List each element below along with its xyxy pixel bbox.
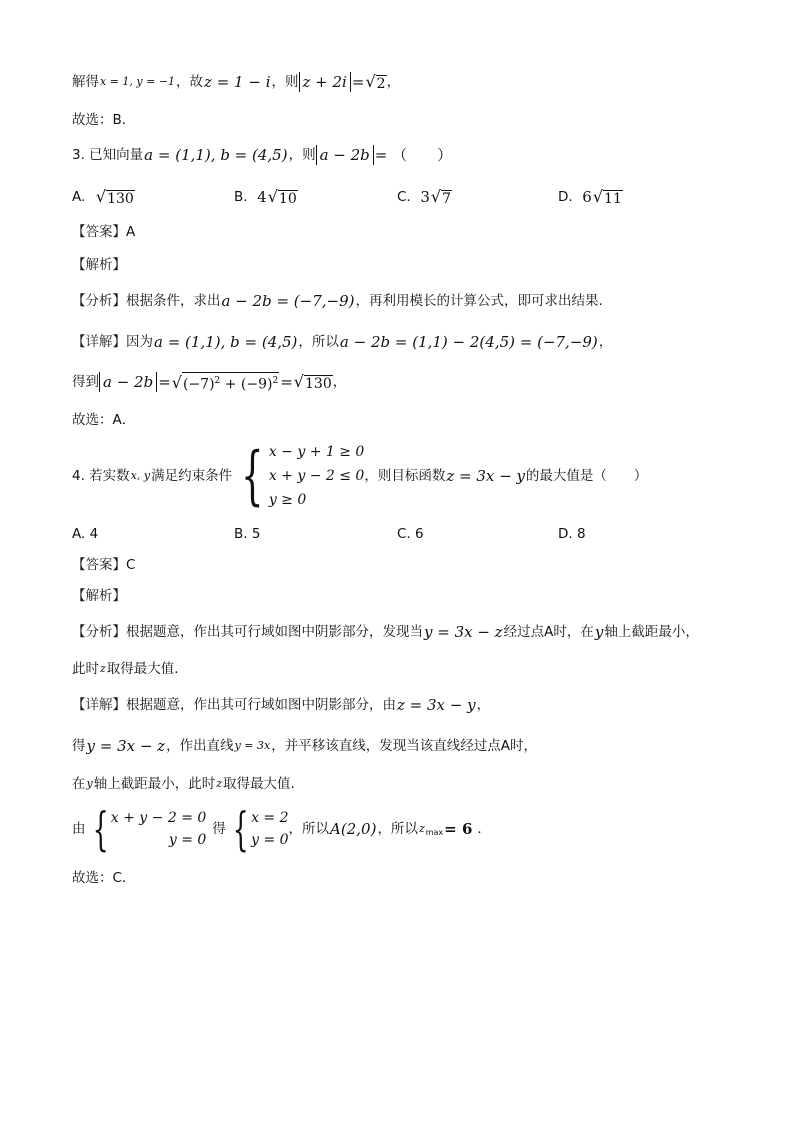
text: 取得最大值. [223, 776, 295, 792]
text: 在 [72, 776, 86, 792]
radical-icon: √ [592, 187, 604, 206]
answer-value: C [126, 557, 136, 573]
text: 的最大值是（ ） [525, 468, 648, 484]
equation-system-1 [86, 802, 207, 856]
text: 轴上截距最小，此时 [93, 776, 216, 792]
math-abs-vector: a − 2b [316, 145, 374, 165]
math-var: z [418, 822, 425, 835]
brace-icon: { [232, 802, 249, 856]
text: 得 [72, 738, 86, 754]
q4-answer [72, 555, 135, 575]
radical-icon: √ [171, 372, 182, 392]
constraint: x + y − 2 ≤ 0 [268, 468, 365, 484]
text: ，并平移该直线，发现当该直线经过点A时， [271, 738, 537, 754]
q4-detail-4 [72, 802, 491, 856]
radical-icon: √ [95, 187, 107, 206]
radicand: 7 [442, 191, 451, 207]
constraint: y ≥ 0 [268, 492, 307, 508]
question-4-number: 4. 若实数 [72, 468, 130, 484]
answer-tag: 【答案】 [72, 224, 126, 240]
radical-icon: √ [430, 187, 442, 206]
text: 此时 [72, 661, 99, 677]
math-sqrt [268, 187, 298, 207]
math-expression: a − 2b = (−7,−9) [221, 292, 355, 310]
text: ， [598, 334, 613, 350]
math-sqrt [431, 187, 452, 207]
text: 轴上截距最小， [604, 624, 699, 640]
equation: x = 2 [251, 810, 289, 826]
math-z-value: z = 1 − i [204, 73, 271, 91]
exponent: 2 [272, 376, 279, 386]
text: ，则 [271, 74, 299, 90]
math-expression: y = 3x − z [86, 737, 166, 755]
detail-tag: 【详解】 [72, 334, 126, 350]
q3-choice-d [558, 187, 623, 207]
text: 根据条件，求出 [126, 293, 221, 309]
text: 根据题意，作出其可行域如图中阴影部分，由 [126, 697, 396, 713]
radicand: 2 [376, 76, 386, 92]
text: ，则 [288, 147, 316, 163]
text: 根据题意，作出其可行域如图中阴影部分，发现当 [126, 624, 423, 640]
choice-label: C. [397, 189, 411, 205]
choice-coef: 4 [257, 188, 267, 206]
text: ，作出直线 [166, 738, 234, 754]
math-var: z [216, 777, 223, 790]
analysis-tag: 【分析】 [72, 293, 126, 309]
choice-text: A. 4 [72, 526, 99, 542]
text: ， [476, 697, 491, 713]
q4-choice-a [72, 524, 98, 544]
radical-icon: √ [365, 72, 376, 91]
text: ，故 [176, 74, 204, 90]
answer-tag: 【答案】 [72, 557, 126, 573]
q4-analysis [72, 622, 699, 642]
q4-choice-c [397, 524, 424, 544]
q3-answer [72, 222, 135, 242]
text: 故选：C． [72, 870, 136, 886]
math-var: z [100, 662, 106, 675]
text: ，则目标函数 [364, 468, 446, 484]
math-sqrt [294, 372, 333, 392]
equation-rows [111, 807, 207, 851]
constraint-system [232, 440, 364, 512]
choice-text: B. 5 [234, 526, 261, 542]
math-x-y-values: x = 1, y = −1 [100, 75, 176, 88]
text: ，所以 [288, 821, 330, 837]
math-objective: z = 3x − y [446, 467, 525, 485]
q3-choice-a [72, 187, 135, 207]
text: 得到 [72, 374, 99, 391]
math-expression: z = 3x − y [397, 696, 476, 714]
math-expression: a − 2b = (1,1) − 2(4,5) = (−7,−9) [339, 333, 598, 351]
math-point: A(2,0) [330, 820, 377, 838]
jiexi-tag: 【解析】 [72, 257, 126, 273]
radical-icon: √ [267, 187, 278, 206]
text: ， [386, 74, 401, 90]
math-expression: y = 3x − z [424, 623, 503, 641]
q3-choice-c [397, 187, 452, 207]
brace-icon: { [92, 802, 109, 856]
text: 故选：A． [72, 412, 136, 428]
math-abs-vector: a − 2b [99, 372, 157, 392]
choice-label: B. [234, 189, 248, 205]
detail-tag: 【详解】 [72, 697, 126, 713]
question-4 [72, 440, 647, 512]
text: 满足约束条件 [151, 468, 233, 484]
term: (−7) [182, 376, 215, 393]
q3-end [72, 410, 135, 430]
text: 由 [72, 821, 86, 837]
choice-text: C. 6 [397, 526, 424, 542]
text: 解得 [72, 74, 99, 90]
math-sqrt [96, 187, 135, 207]
text: ． [477, 821, 491, 837]
equation: y = 0 [251, 832, 289, 848]
math-sqrt [172, 372, 279, 393]
q3-detail [72, 332, 612, 352]
math-var: y [86, 777, 93, 790]
choice-coef: 6 [582, 188, 592, 206]
radicand: 11 [604, 191, 622, 207]
math-vectors: a = (1,1), b = (4,5) [144, 146, 288, 164]
equation: y = 0 [168, 832, 207, 848]
q4-detail [72, 695, 490, 715]
math-abs-z-plus-2i: z + 2i [299, 72, 351, 92]
text: ，所以 [298, 334, 339, 350]
choice-line-b [72, 110, 135, 130]
q4-choice-b [234, 524, 260, 544]
equation-rows [251, 807, 288, 851]
math-vars: x, y [130, 469, 151, 482]
radical-icon: √ [293, 372, 304, 392]
equation: x + y − 2 = 0 [110, 810, 207, 826]
math-expression: y = 3x [234, 739, 271, 752]
text: ，所以 [377, 821, 418, 837]
text: ，再利用模长的计算公式，即可求出结果. [355, 293, 603, 309]
text: 故选：B． [72, 112, 136, 128]
text: 因为 [126, 334, 153, 350]
constraint: x − y + 1 ≥ 0 [268, 444, 365, 460]
radicand: 10 [278, 191, 297, 207]
solution-line-1 [72, 72, 400, 92]
q3-choice-b [234, 187, 298, 207]
question-3-number: 3. 已知向量 [72, 147, 144, 163]
brace-icon: { [241, 439, 264, 513]
analysis-tag: 【分析】 [72, 624, 126, 640]
equals: = [158, 373, 171, 392]
radicand: 130 [107, 191, 134, 207]
jiexi-tag: 【解析】 [72, 588, 126, 604]
term: + (−9) [220, 376, 273, 393]
q4-end [72, 868, 135, 888]
text: 取得最大值． [106, 661, 188, 677]
q4-jiexi [72, 586, 126, 606]
text: ， [332, 374, 347, 391]
choice-label: D. [558, 189, 573, 205]
equation-system-2 [226, 802, 289, 856]
math-var: y [594, 623, 604, 641]
q4-detail-2 [72, 736, 537, 756]
text: = （ ） [374, 146, 453, 164]
equals: = [351, 73, 365, 91]
math-sqrt [593, 187, 623, 207]
q4-choice-d [558, 524, 586, 544]
subscript: max [425, 828, 444, 837]
q4-detail-3 [72, 774, 295, 794]
choice-coef: 3 [420, 188, 430, 206]
math-sqrt [365, 72, 386, 92]
equals: = [280, 373, 293, 392]
q3-detail-2 [72, 372, 346, 393]
text: 经过点A时，在 [503, 624, 594, 640]
choice-text: D. 8 [558, 526, 586, 542]
answer-value: A [126, 224, 136, 240]
radicand: 130 [305, 376, 332, 393]
constraint-rows [269, 440, 365, 512]
question-3 [72, 145, 453, 165]
q3-analysis [72, 291, 603, 311]
result: = 6 [444, 820, 473, 838]
text: 得 [212, 821, 226, 837]
q3-jiexi [72, 255, 126, 275]
choice-label: A. [72, 189, 86, 205]
exponent: 2 [214, 376, 221, 386]
radicand [182, 372, 279, 393]
math-expression: a = (1,1), b = (4,5) [154, 333, 298, 351]
q4-analysis-2 [72, 659, 188, 679]
